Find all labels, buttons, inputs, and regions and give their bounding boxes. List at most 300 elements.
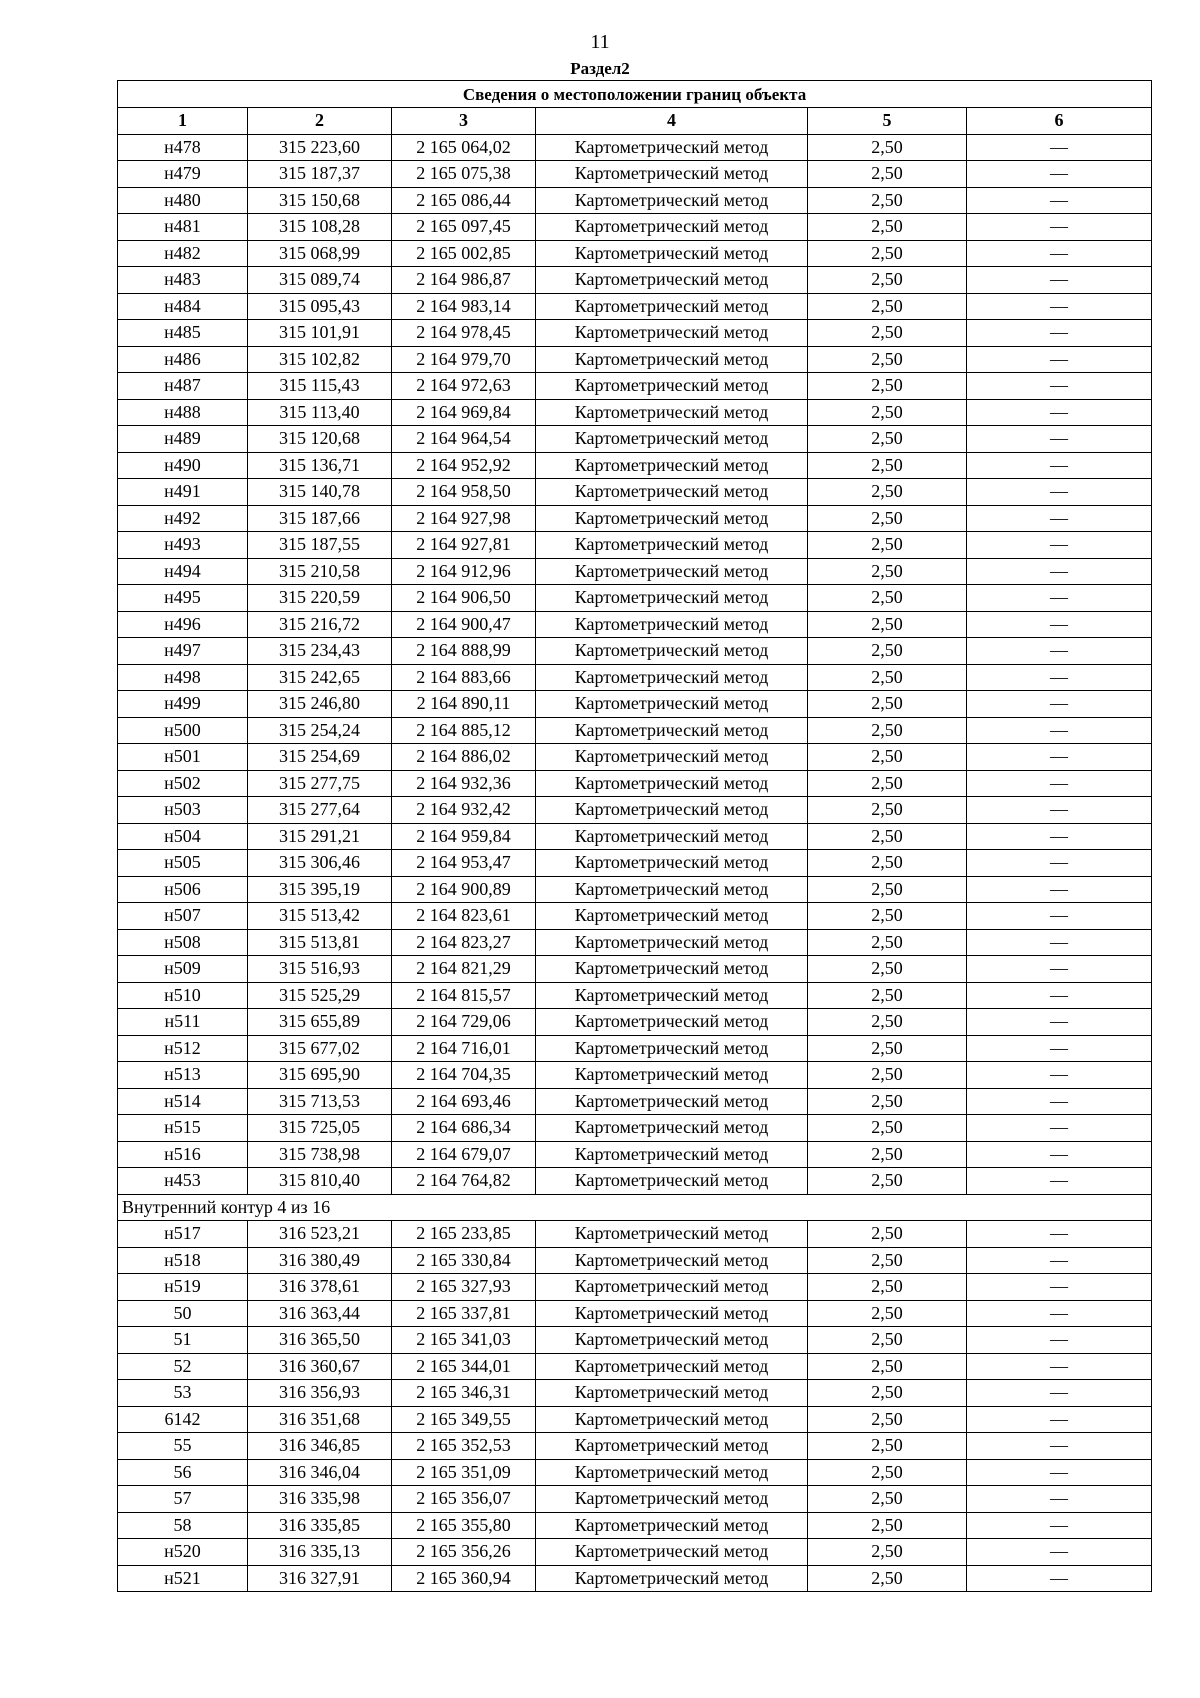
point-id-cell: н507: [118, 903, 248, 930]
method-cell: Картометрический метод: [536, 770, 808, 797]
table-row: [118, 187, 1152, 214]
method-cell: Картометрический метод: [536, 1327, 808, 1354]
method-cell: Картометрический метод: [536, 585, 808, 612]
point-id-cell: н485: [118, 320, 248, 347]
method-cell: Картометрический метод: [536, 1221, 808, 1248]
point-id-cell: н520: [118, 1539, 248, 1566]
accuracy-cell: 2,50: [808, 664, 967, 691]
note-cell: —: [967, 744, 1152, 771]
y-coordinate-cell: 2 165 360,94: [392, 1565, 536, 1592]
method-cell: Картометрический метод: [536, 638, 808, 665]
x-coordinate-cell: 315 242,65: [248, 664, 392, 691]
point-id-cell: н453: [118, 1168, 248, 1195]
table-row: [118, 161, 1152, 188]
note-cell: —: [967, 585, 1152, 612]
table-row: [118, 929, 1152, 956]
note-cell: —: [967, 1539, 1152, 1566]
accuracy-cell: 2,50: [808, 717, 967, 744]
accuracy-cell: 2,50: [808, 956, 967, 983]
x-coordinate-cell: 316 327,91: [248, 1565, 392, 1592]
accuracy-cell: 2,50: [808, 1327, 967, 1354]
note-cell: —: [967, 346, 1152, 373]
method-cell: Картометрический метод: [536, 823, 808, 850]
point-id-cell: н513: [118, 1062, 248, 1089]
contour-label: Внутренний контур 4 из 16: [118, 1194, 1152, 1221]
y-coordinate-cell: 2 164 972,63: [392, 373, 536, 400]
accuracy-cell: 2,50: [808, 187, 967, 214]
x-coordinate-cell: 315 306,46: [248, 850, 392, 877]
method-cell: Картометрический метод: [536, 399, 808, 426]
accuracy-cell: 2,50: [808, 426, 967, 453]
point-id-cell: н500: [118, 717, 248, 744]
x-coordinate-cell: 316 523,21: [248, 1221, 392, 1248]
table-row: [118, 1565, 1152, 1592]
point-id-cell: н508: [118, 929, 248, 956]
x-coordinate-cell: 315 254,24: [248, 717, 392, 744]
y-coordinate-cell: 2 164 958,50: [392, 479, 536, 506]
accuracy-cell: 2,50: [808, 399, 967, 426]
y-coordinate-cell: 2 164 978,45: [392, 320, 536, 347]
accuracy-cell: 2,50: [808, 1009, 967, 1036]
accuracy-cell: 2,50: [808, 452, 967, 479]
note-cell: —: [967, 664, 1152, 691]
table-row: [118, 505, 1152, 532]
y-coordinate-cell: 2 165 356,07: [392, 1486, 536, 1513]
note-cell: —: [967, 876, 1152, 903]
point-id-cell: н488: [118, 399, 248, 426]
table-row: [118, 558, 1152, 585]
note-cell: —: [967, 558, 1152, 585]
point-id-cell: 56: [118, 1459, 248, 1486]
note-cell: —: [967, 823, 1152, 850]
point-id-cell: н486: [118, 346, 248, 373]
method-cell: Картометрический метод: [536, 903, 808, 930]
y-coordinate-cell: 2 165 327,93: [392, 1274, 536, 1301]
x-coordinate-cell: 315 068,99: [248, 240, 392, 267]
accuracy-cell: 2,50: [808, 876, 967, 903]
table-row: [118, 134, 1152, 161]
x-coordinate-cell: 316 360,67: [248, 1353, 392, 1380]
method-cell: Картометрический метод: [536, 982, 808, 1009]
table-row: [118, 293, 1152, 320]
table-row: [118, 1141, 1152, 1168]
y-coordinate-cell: 2 164 979,70: [392, 346, 536, 373]
y-coordinate-cell: 2 164 886,02: [392, 744, 536, 771]
accuracy-cell: 2,50: [808, 1247, 967, 1274]
note-cell: —: [967, 1088, 1152, 1115]
point-id-cell: н498: [118, 664, 248, 691]
y-coordinate-cell: 2 164 888,99: [392, 638, 536, 665]
y-coordinate-cell: 2 164 953,47: [392, 850, 536, 877]
accuracy-cell: 2,50: [808, 134, 967, 161]
accuracy-cell: 2,50: [808, 982, 967, 1009]
table-row: [118, 1433, 1152, 1460]
method-cell: Картометрический метод: [536, 1380, 808, 1407]
method-cell: Картометрический метод: [536, 532, 808, 559]
table-row: [118, 797, 1152, 824]
point-id-cell: н489: [118, 426, 248, 453]
method-cell: Картометрический метод: [536, 1035, 808, 1062]
accuracy-cell: 2,50: [808, 770, 967, 797]
note-cell: —: [967, 1274, 1152, 1301]
method-cell: Картометрический метод: [536, 1062, 808, 1089]
accuracy-cell: 2,50: [808, 638, 967, 665]
note-cell: —: [967, 982, 1152, 1009]
table-row: [118, 1247, 1152, 1274]
table-row: [118, 1115, 1152, 1142]
method-cell: Картометрический метод: [536, 346, 808, 373]
method-cell: Картометрический метод: [536, 1539, 808, 1566]
x-coordinate-cell: 315 108,28: [248, 214, 392, 241]
note-cell: —: [967, 1247, 1152, 1274]
note-cell: —: [967, 293, 1152, 320]
point-id-cell: 52: [118, 1353, 248, 1380]
accuracy-cell: 2,50: [808, 320, 967, 347]
table-row: [118, 585, 1152, 612]
accuracy-cell: 2,50: [808, 1168, 967, 1195]
x-coordinate-cell: 315 113,40: [248, 399, 392, 426]
table-row: [118, 1380, 1152, 1407]
y-coordinate-cell: 2 164 686,34: [392, 1115, 536, 1142]
point-id-cell: 58: [118, 1512, 248, 1539]
accuracy-cell: 2,50: [808, 532, 967, 559]
table-row: [118, 1300, 1152, 1327]
accuracy-cell: 2,50: [808, 346, 967, 373]
y-coordinate-cell: 2 164 693,46: [392, 1088, 536, 1115]
point-id-cell: н480: [118, 187, 248, 214]
note-cell: —: [967, 426, 1152, 453]
note-cell: —: [967, 532, 1152, 559]
y-coordinate-cell: 2 165 355,80: [392, 1512, 536, 1539]
point-id-cell: 55: [118, 1433, 248, 1460]
point-id-cell: н517: [118, 1221, 248, 1248]
y-coordinate-cell: 2 165 075,38: [392, 161, 536, 188]
note-cell: —: [967, 1062, 1152, 1089]
note-cell: —: [967, 1221, 1152, 1248]
y-coordinate-cell: 2 165 356,26: [392, 1539, 536, 1566]
accuracy-cell: 2,50: [808, 823, 967, 850]
method-cell: Картометрический метод: [536, 1300, 808, 1327]
x-coordinate-cell: 315 277,64: [248, 797, 392, 824]
note-cell: —: [967, 505, 1152, 532]
note-cell: —: [967, 1300, 1152, 1327]
accuracy-cell: 2,50: [808, 903, 967, 930]
table-row: [118, 691, 1152, 718]
point-id-cell: н521: [118, 1565, 248, 1592]
y-coordinate-cell: 2 164 823,61: [392, 903, 536, 930]
accuracy-cell: 2,50: [808, 1062, 967, 1089]
method-cell: Картометрический метод: [536, 1406, 808, 1433]
method-cell: Картометрический метод: [536, 161, 808, 188]
accuracy-cell: 2,50: [808, 797, 967, 824]
section-title: Раздел2: [570, 59, 630, 78]
note-cell: —: [967, 929, 1152, 956]
method-cell: Картометрический метод: [536, 797, 808, 824]
table-row: [118, 1459, 1152, 1486]
x-coordinate-cell: 315 216,72: [248, 611, 392, 638]
method-cell: Картометрический метод: [536, 452, 808, 479]
accuracy-cell: 2,50: [808, 585, 967, 612]
point-id-cell: н497: [118, 638, 248, 665]
y-coordinate-cell: 2 164 821,29: [392, 956, 536, 983]
method-cell: Картометрический метод: [536, 876, 808, 903]
y-coordinate-cell: 2 164 932,42: [392, 797, 536, 824]
column-header: 4: [536, 108, 808, 135]
method-cell: Картометрический метод: [536, 850, 808, 877]
method-cell: Картометрический метод: [536, 1459, 808, 1486]
method-cell: Картометрический метод: [536, 717, 808, 744]
accuracy-cell: 2,50: [808, 1459, 967, 1486]
table-row: [118, 770, 1152, 797]
point-id-cell: 50: [118, 1300, 248, 1327]
note-cell: —: [967, 267, 1152, 294]
point-id-cell: н512: [118, 1035, 248, 1062]
x-coordinate-cell: 315 095,43: [248, 293, 392, 320]
accuracy-cell: 2,50: [808, 479, 967, 506]
table-row: [118, 240, 1152, 267]
x-coordinate-cell: 315 655,89: [248, 1009, 392, 1036]
point-id-cell: н487: [118, 373, 248, 400]
y-coordinate-cell: 2 165 002,85: [392, 240, 536, 267]
y-coordinate-cell: 2 165 351,09: [392, 1459, 536, 1486]
method-cell: Картометрический метод: [536, 1512, 808, 1539]
accuracy-cell: 2,50: [808, 505, 967, 532]
x-coordinate-cell: 316 335,13: [248, 1539, 392, 1566]
accuracy-cell: 2,50: [808, 744, 967, 771]
method-cell: Картометрический метод: [536, 240, 808, 267]
y-coordinate-cell: 2 164 679,07: [392, 1141, 536, 1168]
note-cell: —: [967, 1380, 1152, 1407]
accuracy-cell: 2,50: [808, 558, 967, 585]
note-cell: —: [967, 479, 1152, 506]
accuracy-cell: 2,50: [808, 1486, 967, 1513]
note-cell: —: [967, 903, 1152, 930]
table-row: [118, 982, 1152, 1009]
accuracy-cell: 2,50: [808, 1512, 967, 1539]
method-cell: Картометрический метод: [536, 373, 808, 400]
accuracy-cell: 2,50: [808, 1088, 967, 1115]
point-id-cell: н501: [118, 744, 248, 771]
note-cell: —: [967, 1406, 1152, 1433]
x-coordinate-cell: 315 725,05: [248, 1115, 392, 1142]
table-row: [118, 479, 1152, 506]
column-header: 3: [392, 108, 536, 135]
x-coordinate-cell: 315 136,71: [248, 452, 392, 479]
method-cell: Картометрический метод: [536, 1274, 808, 1301]
accuracy-cell: 2,50: [808, 1353, 967, 1380]
x-coordinate-cell: 315 513,81: [248, 929, 392, 956]
point-id-cell: 53: [118, 1380, 248, 1407]
y-coordinate-cell: 2 164 959,84: [392, 823, 536, 850]
x-coordinate-cell: 315 187,66: [248, 505, 392, 532]
note-cell: —: [967, 770, 1152, 797]
note-cell: —: [967, 850, 1152, 877]
y-coordinate-cell: 2 164 729,06: [392, 1009, 536, 1036]
x-coordinate-cell: 315 677,02: [248, 1035, 392, 1062]
table-row: [118, 611, 1152, 638]
y-coordinate-cell: 2 164 927,98: [392, 505, 536, 532]
note-cell: —: [967, 1512, 1152, 1539]
note-cell: —: [967, 1009, 1152, 1036]
method-cell: Картометрический метод: [536, 1433, 808, 1460]
x-coordinate-cell: 315 810,40: [248, 1168, 392, 1195]
note-cell: —: [967, 399, 1152, 426]
point-id-cell: н502: [118, 770, 248, 797]
note-cell: —: [967, 691, 1152, 718]
y-coordinate-cell: 2 165 086,44: [392, 187, 536, 214]
method-cell: Картометрический метод: [536, 929, 808, 956]
method-cell: Картометрический метод: [536, 956, 808, 983]
point-id-cell: 6142: [118, 1406, 248, 1433]
table-row: [118, 1035, 1152, 1062]
x-coordinate-cell: 315 234,43: [248, 638, 392, 665]
table-row: [118, 267, 1152, 294]
note-cell: —: [967, 717, 1152, 744]
x-coordinate-cell: 315 291,21: [248, 823, 392, 850]
method-cell: Картометрический метод: [536, 1115, 808, 1142]
note-cell: —: [967, 797, 1152, 824]
method-cell: Картометрический метод: [536, 1486, 808, 1513]
x-coordinate-cell: 316 380,49: [248, 1247, 392, 1274]
y-coordinate-cell: 2 164 704,35: [392, 1062, 536, 1089]
x-coordinate-cell: 315 089,74: [248, 267, 392, 294]
method-cell: Картометрический метод: [536, 505, 808, 532]
accuracy-cell: 2,50: [808, 267, 967, 294]
x-coordinate-cell: 315 525,29: [248, 982, 392, 1009]
table-row: [118, 1274, 1152, 1301]
accuracy-cell: 2,50: [808, 214, 967, 241]
accuracy-cell: 2,50: [808, 1539, 967, 1566]
x-coordinate-cell: 315 220,59: [248, 585, 392, 612]
note-cell: —: [967, 452, 1152, 479]
table-row: [118, 664, 1152, 691]
x-coordinate-cell: 316 335,98: [248, 1486, 392, 1513]
y-coordinate-cell: 2 164 883,66: [392, 664, 536, 691]
accuracy-cell: 2,50: [808, 161, 967, 188]
x-coordinate-cell: 315 223,60: [248, 134, 392, 161]
x-coordinate-cell: 315 516,93: [248, 956, 392, 983]
method-cell: Картометрический метод: [536, 214, 808, 241]
note-cell: —: [967, 1433, 1152, 1460]
y-coordinate-cell: 2 165 344,01: [392, 1353, 536, 1380]
y-coordinate-cell: 2 165 341,03: [392, 1327, 536, 1354]
accuracy-cell: 2,50: [808, 929, 967, 956]
point-id-cell: н492: [118, 505, 248, 532]
y-coordinate-cell: 2 165 330,84: [392, 1247, 536, 1274]
method-cell: Картометрический метод: [536, 611, 808, 638]
table-row: [118, 320, 1152, 347]
y-coordinate-cell: 2 164 900,47: [392, 611, 536, 638]
x-coordinate-cell: 315 246,80: [248, 691, 392, 718]
note-cell: —: [967, 161, 1152, 188]
x-coordinate-cell: 315 187,37: [248, 161, 392, 188]
point-id-cell: н503: [118, 797, 248, 824]
note-cell: —: [967, 134, 1152, 161]
method-cell: Картометрический метод: [536, 293, 808, 320]
x-coordinate-cell: 315 695,90: [248, 1062, 392, 1089]
column-header: 5: [808, 108, 967, 135]
table-row: [118, 717, 1152, 744]
table-body: [118, 134, 1152, 1592]
accuracy-cell: 2,50: [808, 1380, 967, 1407]
y-coordinate-cell: 2 164 969,84: [392, 399, 536, 426]
method-cell: Картометрический метод: [536, 1565, 808, 1592]
method-cell: Картометрический метод: [536, 1353, 808, 1380]
table-row: [118, 1539, 1152, 1566]
accuracy-cell: 2,50: [808, 240, 967, 267]
point-id-cell: н478: [118, 134, 248, 161]
y-coordinate-cell: 2 164 927,81: [392, 532, 536, 559]
x-coordinate-cell: 315 101,91: [248, 320, 392, 347]
x-coordinate-cell: 315 738,98: [248, 1141, 392, 1168]
point-id-cell: н515: [118, 1115, 248, 1142]
x-coordinate-cell: 315 102,82: [248, 346, 392, 373]
point-id-cell: н484: [118, 293, 248, 320]
table-caption: Сведения о местоположении границ объекта: [118, 81, 1152, 108]
table-row: [118, 744, 1152, 771]
table-row: [118, 1088, 1152, 1115]
note-cell: —: [967, 638, 1152, 665]
table-row: [118, 1009, 1152, 1036]
accuracy-cell: 2,50: [808, 293, 967, 320]
accuracy-cell: 2,50: [808, 1565, 967, 1592]
boundary-table: [117, 80, 1152, 1592]
table-row: [118, 1406, 1152, 1433]
point-id-cell: н482: [118, 240, 248, 267]
x-coordinate-cell: 316 365,50: [248, 1327, 392, 1354]
x-coordinate-cell: 315 254,69: [248, 744, 392, 771]
note-cell: —: [967, 956, 1152, 983]
point-id-cell: н494: [118, 558, 248, 585]
contour-label-row: [118, 1194, 1152, 1221]
table-row: [118, 532, 1152, 559]
point-id-cell: н481: [118, 214, 248, 241]
y-coordinate-cell: 2 164 900,89: [392, 876, 536, 903]
accuracy-cell: 2,50: [808, 1115, 967, 1142]
method-cell: Картометрический метод: [536, 1141, 808, 1168]
y-coordinate-cell: 2 164 912,96: [392, 558, 536, 585]
column-header: 1: [118, 108, 248, 135]
note-cell: —: [967, 320, 1152, 347]
y-coordinate-cell: 2 165 337,81: [392, 1300, 536, 1327]
x-coordinate-cell: 315 513,42: [248, 903, 392, 930]
table-row: [118, 1062, 1152, 1089]
y-coordinate-cell: 2 165 097,45: [392, 214, 536, 241]
method-cell: Картометрический метод: [536, 1009, 808, 1036]
table-row: [118, 903, 1152, 930]
y-coordinate-cell: 2 165 064,02: [392, 134, 536, 161]
x-coordinate-cell: 315 210,58: [248, 558, 392, 585]
point-id-cell: 57: [118, 1486, 248, 1513]
column-header: 2: [248, 108, 392, 135]
method-cell: Картометрический метод: [536, 426, 808, 453]
table-row: [118, 426, 1152, 453]
x-coordinate-cell: 315 120,68: [248, 426, 392, 453]
x-coordinate-cell: 316 356,93: [248, 1380, 392, 1407]
note-cell: —: [967, 1141, 1152, 1168]
point-id-cell: н506: [118, 876, 248, 903]
accuracy-cell: 2,50: [808, 1141, 967, 1168]
x-coordinate-cell: 315 187,55: [248, 532, 392, 559]
y-coordinate-cell: 2 165 233,85: [392, 1221, 536, 1248]
point-id-cell: н504: [118, 823, 248, 850]
method-cell: Картометрический метод: [536, 1088, 808, 1115]
method-cell: Картометрический метод: [536, 744, 808, 771]
y-coordinate-cell: 2 164 815,57: [392, 982, 536, 1009]
table-row: [118, 452, 1152, 479]
y-coordinate-cell: 2 165 349,55: [392, 1406, 536, 1433]
x-coordinate-cell: 315 150,68: [248, 187, 392, 214]
